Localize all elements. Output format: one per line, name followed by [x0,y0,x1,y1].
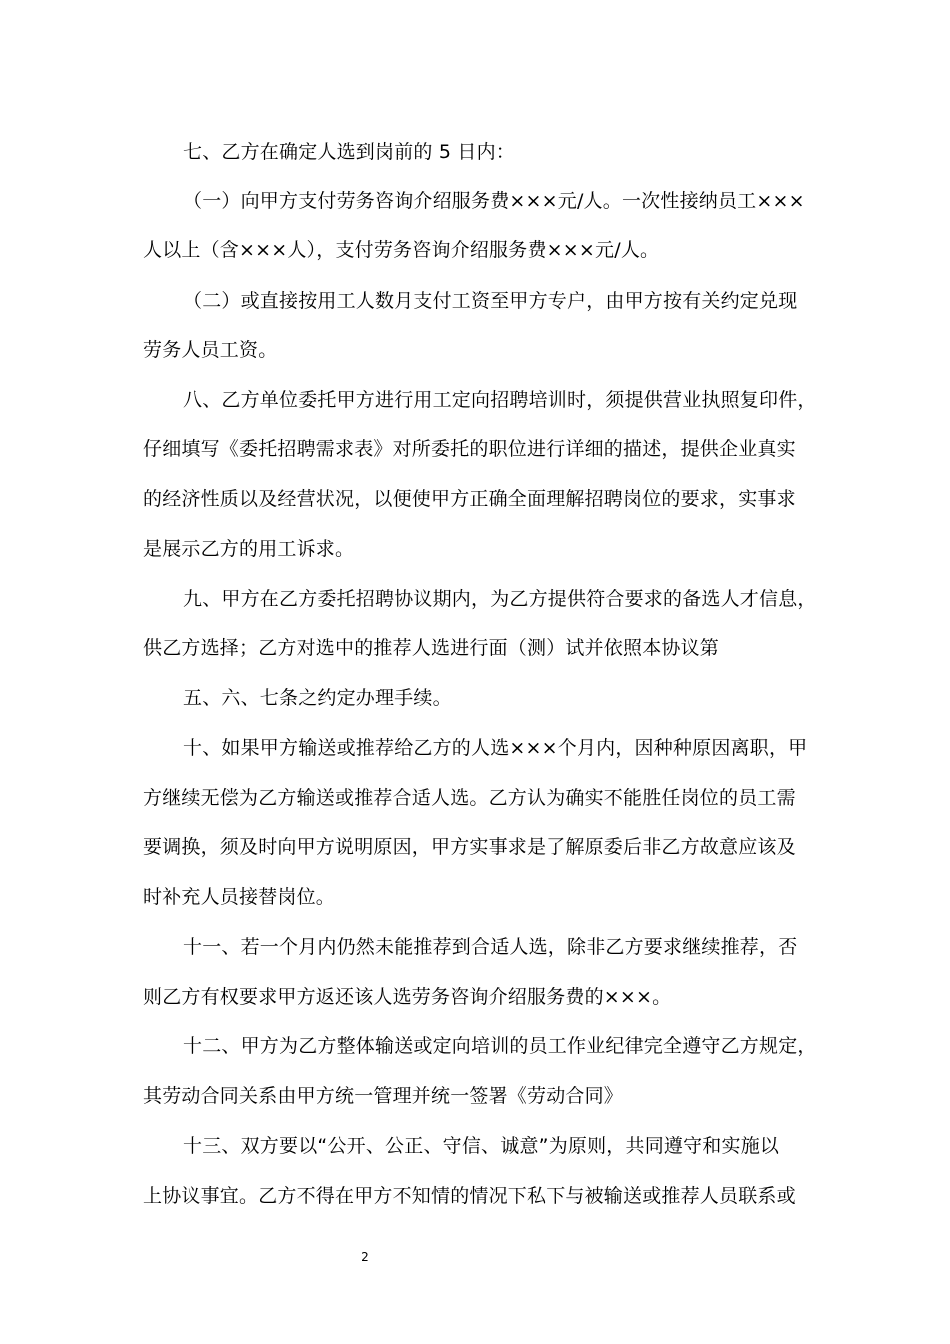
paragraph-7-1-line-2: 人以上（含×××人），支付劳务咨询介绍服务费×××元/人。 [143,239,660,261]
paragraph-9-continuation: 五、六、七条之约定办理手续。 [183,687,452,709]
paragraph-8-line-3: 的经济性质以及经营状况，以便使甲方正确全面理解招聘岗位的要求，实事求 [143,488,796,510]
paragraph-13-line-2: 上协议事宜。乙方不得在甲方不知情的情况下私下与被输送或推荐人员联系或 [143,1185,796,1207]
paragraph-10-line-4: 时补充人员接替岗位。 [143,886,336,908]
paragraph-9-line-1: 九、甲方在乙方委托招聘协议期内，为乙方提供符合要求的备选人才信息， [183,588,817,610]
paragraph-8-line-2: 仔细填写《委托招聘需求表》对所委托的职位进行详细的描述，提供企业真实 [143,438,796,460]
paragraph-7-2-line-2: 劳务人员工资。 [143,339,278,361]
paragraph-11-line-2: 则乙方有权要求甲方返还该人选劳务咨询介绍服务费的×××。 [143,986,672,1008]
paragraph-10-line-2: 方继续无偿为乙方输送或推荐合适人选。乙方认为确实不能胜任岗位的员工需 [143,787,796,809]
paragraph-11-line-1: 十一、若一个月内仍然未能推荐到合适人选，除非乙方要求继续推荐，否 [183,936,798,958]
paragraph-13-line-1: 十三、双方要以“公开、公正、守信、诚意”为原则，共同遵守和实施以 [183,1135,780,1157]
paragraph-10-line-3: 要调换，须及时向甲方说明原因，甲方实事求是了解原委后非乙方故意应该及 [143,836,796,858]
paragraph-7-2-line-1: （二）或直接按用工人数月支付工资至甲方专户，由甲方按有关约定兑现 [183,290,798,312]
paragraph-12-line-2: 其劳动合同关系由甲方统一管理并统一签署《劳动合同》 [143,1085,624,1107]
page-number: 2 [361,1250,369,1264]
paragraph-9-line-2: 供乙方选择；乙方对选中的推荐人选进行面（测）试并依照本协议第 [143,637,720,659]
paragraph-12-line-1: 十二、甲方为乙方整体输送或定向培训的员工作业纪律完全遵守乙方规定， [183,1035,817,1057]
paragraph-8-line-1: 八、乙方单位委托甲方进行用工定向招聘培训时，须提供营业执照复印件， [183,389,817,411]
paragraph-10-line-1: 十、如果甲方输送或推荐给乙方的人选×××个月内，因种种原因离职，甲 [183,737,808,759]
paragraph-7-1-line-1: （一）向甲方支付劳务咨询介绍服务费×××元/人。一次性接纳员工××× [183,190,805,212]
paragraph-7-line-1: 七、乙方在确定人选到岗前的 5 日内： [183,141,515,163]
paragraph-8-line-4: 是展示乙方的用工诉求。 [143,538,355,560]
